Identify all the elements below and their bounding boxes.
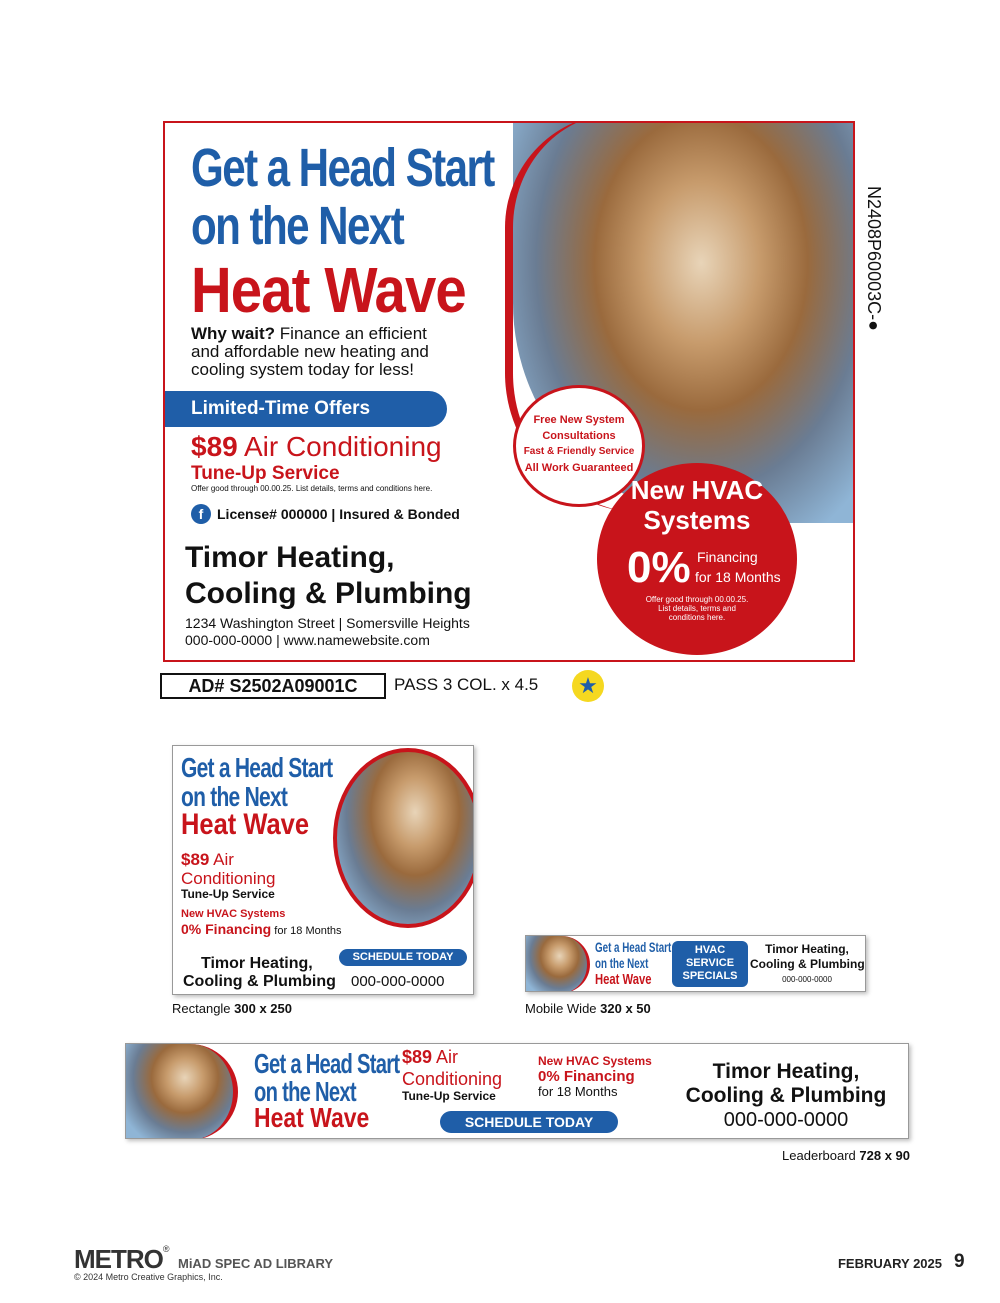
bubble-line-2: Consultations xyxy=(542,430,616,442)
footer-brand-logo: METRO xyxy=(74,1244,163,1274)
rect-price-line xyxy=(181,850,234,870)
why-wait-line-3: cooling system today for less! xyxy=(191,360,414,379)
headline-line-2: on the Next xyxy=(191,196,404,256)
pass-text: PASS 3 COL. x 4.5 xyxy=(394,675,539,694)
address-text: 1234 Washington Street | Somersville Heights xyxy=(185,615,470,631)
rect-caption xyxy=(172,1001,292,1016)
leader-caption-label: Leaderboard xyxy=(782,1148,860,1163)
service-line-2: Tune-Up Service xyxy=(191,463,340,484)
rect-schedule-button[interactable]: SCHEDULE TODAY xyxy=(339,949,467,966)
footer-date: FEBRUARY 2025 xyxy=(837,1256,942,1271)
footer-page-number: 9 xyxy=(954,1251,965,1272)
mobile-badge-1: HVAC xyxy=(694,944,726,956)
mobile-caption-size: 320 x 50 xyxy=(600,1001,651,1016)
leader-phone: 000-000-0000 xyxy=(723,1109,849,1131)
leader-hvac: New HVAC Systems xyxy=(538,1054,652,1068)
why-wait-line-2: and affordable new heating and xyxy=(191,342,429,361)
mobile-phone: 000-000-0000 xyxy=(782,975,832,984)
mobile-headline-2: on the Next xyxy=(595,955,649,971)
offers-banner xyxy=(165,391,447,427)
offers-banner-label: Limited-Time Offers xyxy=(191,398,371,419)
mobile-headline-3: Heat Wave xyxy=(595,971,652,988)
main-ad xyxy=(163,121,855,662)
rect-dog-photo xyxy=(333,748,474,928)
leader-price: $89 xyxy=(402,1047,433,1067)
leader-service-2: Conditioning xyxy=(402,1069,503,1089)
leader-months: for 18 Months xyxy=(538,1084,618,1099)
leader-dog-photo xyxy=(126,1044,238,1139)
rect-company-2: Cooling & Plumbing xyxy=(183,973,336,990)
rect-caption-size: 300 x 250 xyxy=(234,1001,292,1016)
rect-caption-label: Rectangle xyxy=(172,1001,235,1016)
headline-line-1: Get a Head Start xyxy=(191,138,494,198)
headline-line-3: Heat Wave xyxy=(191,254,466,326)
company-name-1: Timor Heating, xyxy=(185,541,395,574)
leader-headline-2: on the Next xyxy=(254,1076,356,1107)
leader-service-3: Tune-Up Service xyxy=(402,1089,496,1103)
rect-company-1: Timor Heating, xyxy=(201,955,313,972)
bubble-line-4: All Work Guaranteed xyxy=(524,462,634,474)
leaderboard-ad xyxy=(125,1043,909,1139)
hvac-percent: 0% xyxy=(627,543,691,592)
star-icon xyxy=(572,670,604,702)
leader-price-line xyxy=(402,1047,458,1068)
mobile-headline-1: Get a Head Start xyxy=(595,939,672,955)
rect-financing: 0% Financing xyxy=(181,921,272,937)
mobile-badge[interactable] xyxy=(672,941,748,987)
why-wait-text xyxy=(191,325,511,379)
company-name-2: Cooling & Plumbing xyxy=(185,577,472,610)
price-value: $89 xyxy=(191,431,238,462)
hvac-fine-2: List details, terms and xyxy=(658,604,736,613)
rect-headline-3: Heat Wave xyxy=(181,808,310,841)
mobile-ad xyxy=(525,935,866,992)
rect-price: $89 xyxy=(181,850,210,869)
rect-phone: 000-000-0000 xyxy=(351,973,445,990)
rect-service-3: Tune-Up Service xyxy=(181,887,275,901)
rect-hvac: New HVAC Systems xyxy=(181,908,286,920)
leader-company-2: Cooling & Plumbing xyxy=(685,1084,887,1107)
hvac-months: for 18 Months xyxy=(695,569,781,585)
leader-financing: 0% Financing xyxy=(538,1068,635,1085)
leader-schedule-button[interactable]: SCHEDULE TODAY xyxy=(440,1111,618,1133)
ad-number-box: AD# S2502A09001C xyxy=(160,673,386,699)
why-wait-bold: Why wait? xyxy=(191,324,276,343)
rect-months: for 18 Months xyxy=(271,925,342,937)
mobile-caption xyxy=(525,1001,651,1016)
star-glyph: ★ xyxy=(578,673,598,698)
contact-text: 000-000-0000 | www.namewebsite.com xyxy=(185,632,430,648)
mobile-caption-label: Mobile Wide xyxy=(525,1001,601,1016)
side-code: N2408P60003C-● xyxy=(864,186,884,331)
hvac-line-1: New HVAC xyxy=(630,475,764,505)
rect-service-1: Air xyxy=(209,850,234,869)
price-line xyxy=(191,431,442,463)
footer-brand-reg: ® xyxy=(162,1244,170,1254)
hvac-line-2: Systems xyxy=(643,505,751,535)
rectangle-ad xyxy=(172,745,474,995)
leader-company-1: Timor Heating, xyxy=(712,1060,860,1083)
why-wait-line-1: Finance an efficient xyxy=(275,324,427,343)
bubble-line-1: Free New System xyxy=(533,414,625,426)
offer-fine-print: Offer good through 00.00.25. List details, terms and conditions here. xyxy=(191,484,433,493)
mobile-company-2: Cooling & Plumbing xyxy=(750,957,865,971)
rect-financing-line xyxy=(181,921,342,939)
leader-headline-3: Heat Wave xyxy=(254,1102,370,1133)
rect-service-2: Conditioning xyxy=(181,869,276,888)
license-text: License# 000000 | Insured & Bonded xyxy=(217,506,460,522)
service-line-1: Air Conditioning xyxy=(237,431,442,462)
leader-caption-size: 728 x 90 xyxy=(859,1148,910,1163)
mobile-badge-3: SPECIALS xyxy=(682,970,738,982)
bubble-line-3: Fast & Friendly Service xyxy=(523,446,635,457)
footer-brand xyxy=(74,1244,333,1275)
hvac-fine-3: conditions here. xyxy=(668,613,726,622)
footer-copyright: © 2024 Metro Creative Graphics, Inc. xyxy=(74,1272,223,1282)
footer-library: MiAD SPEC AD LIBRARY xyxy=(177,1256,334,1271)
leader-caption xyxy=(700,1148,910,1163)
mobile-company-1: Timor Heating, xyxy=(765,942,849,956)
facebook-icon[interactable]: f xyxy=(191,504,211,524)
hvac-fine-1: Offer good through 00.00.25. xyxy=(645,595,749,604)
hvac-circle xyxy=(597,463,797,655)
mobile-dog-photo xyxy=(526,936,590,992)
rect-headline-2: on the Next xyxy=(181,781,288,812)
leader-headline-1: Get a Head Start xyxy=(254,1048,400,1079)
leader-service-1: Air xyxy=(432,1047,459,1067)
rect-headline-1: Get a Head Start xyxy=(181,752,333,783)
hvac-financing: Financing xyxy=(697,549,758,565)
mobile-badge-2: SERVICE xyxy=(685,957,735,969)
